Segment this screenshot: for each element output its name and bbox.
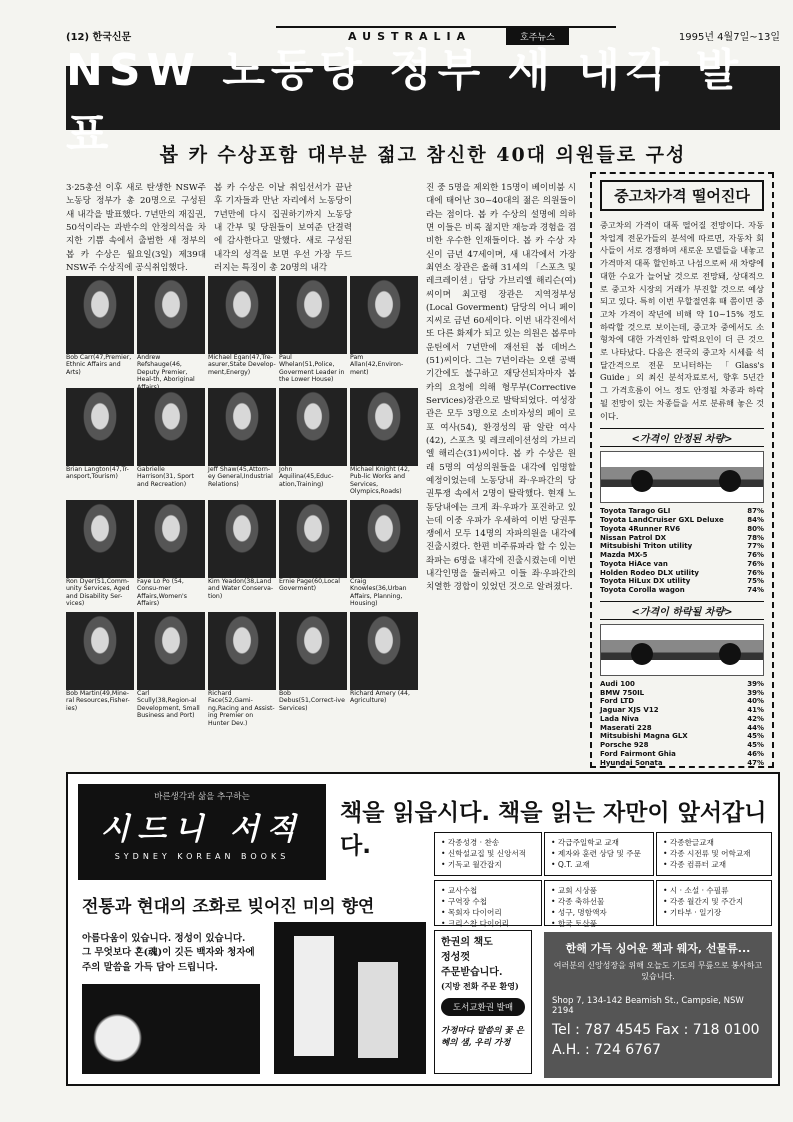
car-name: Toyota HiLux DX utility	[600, 577, 691, 586]
portrait-photo	[137, 612, 205, 690]
subheadline: 봅 카 수상포함 대부분 젊고 참신한 40대 의원들로 구성	[159, 144, 687, 166]
minister-card	[66, 612, 134, 722]
headline: NSW 노동당 정부 새 내각 발표	[66, 45, 745, 160]
car-pct: 74%	[747, 586, 764, 594]
ad-intro-line: 아름다움이 있습니다. 정성이 있습니다.	[82, 933, 246, 944]
ceramics-photo	[82, 984, 260, 1074]
minister-card	[350, 388, 418, 498]
car-name: Toyota 4Runner RV6	[600, 524, 681, 533]
order-line: 정성껏	[441, 952, 470, 963]
minister-card	[66, 276, 134, 386]
minister-card	[66, 500, 134, 610]
portrait-photo	[208, 500, 276, 578]
photo-caption: Andrew Refshauge(46, Deputy Premier, Heal-th, Aboriginal	[137, 354, 195, 384]
minister-card	[66, 388, 134, 498]
car-pct: 78%	[747, 533, 764, 542]
category-item: • 각종성경 · 찬송	[441, 837, 535, 848]
car-pct: 77%	[747, 542, 764, 551]
photo-caption: Richard Amery (44, Agriculture)	[350, 690, 410, 705]
category-item: • 신학설교집 및 신앙서적	[441, 848, 535, 859]
car-row	[600, 569, 764, 578]
photo-caption: Michael Knight (42, Pub-lic Works and Services, Olympics,Roads)	[350, 466, 410, 496]
minister-card	[137, 276, 205, 386]
car-name: Hyundai Sonata	[600, 758, 663, 767]
photo-caption: Craig Knowles(36,Urban Affairs, Planning, Housing)	[350, 578, 407, 608]
car-pct: 46%	[747, 749, 764, 758]
car-name: Mitsubishi Triton utility	[600, 542, 693, 551]
minister-card	[350, 612, 418, 722]
bookstore-logo	[78, 784, 326, 880]
order-box	[434, 930, 532, 1074]
car-name: Porsche 928	[600, 741, 649, 749]
article-column-2: 봅 카 수상은 이날 취임선서가 끝난 후 기자들과 만난 자리에서 노동당이 7년만에 다시 집권하기까지 노동당내 간부 및 당원들이 보여준 단결력에 감사한다고 말했다. 새로 구성된 내각의 성격을 보면 우선 가장 두드러지는 특징이 총 20명의 내각	[214, 183, 352, 273]
stable-cars-list	[600, 507, 764, 595]
photo-caption: John Aquilina(45,Educ-ation,Training)	[279, 466, 334, 488]
contact-subtext: 여러분의 신앙성장을 위해 오늘도 기도의 무릎으로 봉사하고 있습니다.	[553, 961, 763, 982]
ad-title: 전통과 현대의 조화로 빚어진 미의 향연	[82, 897, 375, 917]
category-item: • 성구, 명함액자	[551, 907, 647, 918]
car-name: Nissan Patrol DX	[600, 533, 667, 542]
minister-card	[208, 388, 276, 498]
category-item: • 각종 축하선물	[551, 896, 647, 907]
photo-caption: Kim Yeadon(38,Land and Water Conserva-tion)	[208, 578, 274, 600]
photo-caption: Richard Face(52,Gami-ng,Racing and Assist-ing Premier on Hunter Dev.)	[208, 690, 275, 727]
car-row	[600, 560, 764, 569]
brand-name: 시드니 서적	[100, 812, 304, 847]
portrait-photo	[350, 388, 418, 466]
photo-caption: Carl Scully(38,Region-al Development, Small Business and Port)	[137, 690, 200, 720]
minister-card	[279, 612, 347, 722]
car-name: Ford Fairmont Ghia	[600, 749, 676, 758]
order-lines	[441, 935, 525, 992]
photo-caption: Paul Whelan(51,Police, Goverment Leader in the Lower House)	[279, 354, 345, 384]
article-column-1: 3·25총선 이후 새로 탄생한 NSW주 노동당 정부가 총 20명으로 구성된 새 내각을 발표했다. 7년만의 재집권, 50석이라는 과반수의 안정의석을 차지한 기쁨 속에서 출범한 새 정부의 봅 카 수상은 월요일(3일) 제39대 NSW주 수상직에 공식취임했다.	[66, 183, 206, 273]
category-item: • 각종한글교재	[663, 837, 765, 848]
photo-caption: Gabrielle Harrison(31, Sport and Recreation)	[137, 466, 194, 488]
photo-caption: Ernie Page(60,Local Goverment)	[279, 578, 341, 593]
contact-headline: 한해 가득 싱어운 책과 웨자, 선물류...	[565, 942, 751, 955]
category-box	[434, 832, 542, 876]
minister-card	[208, 276, 276, 386]
category-item: • 한국 토산품	[551, 918, 647, 929]
car-row	[600, 586, 764, 595]
car-photo	[600, 624, 764, 676]
category-item: • 각종 월간지 및 주간지	[663, 896, 765, 907]
minister-card	[137, 388, 205, 498]
car-row	[600, 534, 764, 543]
category-box	[544, 880, 654, 926]
category-item: • 기독교 월간잡지	[441, 859, 535, 870]
order-line: 주문받습니다.	[441, 967, 503, 978]
scroll-photo	[274, 922, 426, 1074]
car-pct: 45%	[747, 732, 764, 741]
page-number: (12) 한국신문	[66, 32, 132, 43]
category-item: • 크리스찬 다이어리	[441, 918, 535, 929]
order-line: (지방 전화 주문 환영)	[441, 981, 519, 991]
portrait-photo	[208, 388, 276, 466]
photo-caption: Faye Lo Po (54, Consu-mer Affairs,Women's Affairs)	[137, 578, 187, 608]
car-pct: 80%	[747, 524, 764, 533]
sidebar-body: 중고차의 가격이 대폭 떨어질 전망이다. 자동차업계 전문가들의 분석에 따르면, 자동차 회사들이 서로 경쟁하며 새로운 모델들을 내놓고 가격마저 대폭 할인하고 나섬으로써 새 차량에 대한 수요가 늘어날 것으로 전망돼, 상대적으로 중고차 시장의 거래가 부진할 것으로 예상되고 있다. 특히 이번 무할절연휴 때 쯤이면 중고차 가격이 작년에 비해 약 10~15% 정도 하락할 것으로 보이는데, 중고차 중에서도 소형차에 대한 가격인하 압력요인이 더 큰 것으로 나타났다. 다음은 전국의 중고차 시세를 석달간격으로 전문 모니터하는 「Glass's Guide」의 최신 분석자료로서, 향후 5년간 그 가격흐름이 어느 정도 안정될 차종과 하락될 전망이 있는 차종들을 서로 분류해 놓은 것이다.	[600, 220, 764, 421]
minister-card	[350, 500, 418, 610]
car-name: Toyota HiAce van	[600, 559, 668, 568]
category-item: • 교사수첩	[441, 885, 535, 896]
minister-card	[279, 276, 347, 386]
portrait-photo	[137, 500, 205, 578]
minister-card	[137, 612, 205, 722]
article-column-3: 진 중 5명을 제외한 15명이 베이비붐 시대에 태어난 30~40대의 젊은 의원들이라는 점이다. 봅 카 수상의 설명에 의하면 이들은 비록 젊지만 재능과 경험을 겸비한 우수한 인재들이다. 봅 카 수상 자신이 금년 47세이며, 새 내각에서 가장 최연소 장관은 올해 31세의 「스포츠 및 레크레이션」담당 가브리엘 해리슨(여)씨이며 최고령 장관은 지역정부성 (Local Goverment) 담당의 어니 페이지씨로 금년 60세이다. 이번 내각진에서 또 다른 화제가 되고 있는 의원은 봅루마운틴에서 7년만에 재선된 봅 데버스(51)씨이다. 그는 7년이라는 오랜 공백기간에도 불구하고 재당선되자마자 봅 카의 요청에 의해 형무부(Corrective Services)장관으로 발탁되었다. 여성장관은 모두 3명으로 소비자성의 페이 로 포 여사(54), 환경성의 팜 알란 여사(42), 스포츠 및 레크레이션성의 가브리엘 해리슨(31)씨이다. 봅 카 수상은 원래 5명의 여성의원들을 내각에 임명할 예정이었는데 노동당내 좌·우파간의 당권투쟁 속에서 2명이 탈락했다. 현재 노동당내에는 크게 좌·우파가 포진하고 있는데 이중 우파가 우세하여 이번 당권투쟁에서 모두 14명의 자파의원을 내각에 진출시켰다. 한편 비주류파라 할 수 있는 좌파는 6명을 내각에 진출시켰는데 이번 내각인명을 둘러싸고 이들 좌·우파간의 치열한 경합이 있었던 것으로 알려졌다.	[426, 183, 576, 593]
sidebar-title: 중고차가격 떨어진다	[600, 180, 764, 211]
car-row	[600, 715, 764, 724]
category-item: • 각종 시전류 및 어학교재	[663, 848, 765, 859]
portrait-photo	[66, 276, 134, 354]
car-row	[600, 507, 764, 516]
car-row	[600, 525, 764, 534]
section-label: AUSTRALIA	[348, 30, 472, 43]
car-pct: 45%	[747, 741, 764, 749]
portrait-photo	[137, 388, 205, 466]
ad-tagline: 바른생각과 삶을 추구하는	[154, 792, 250, 802]
car-name: Toyota Tarago GLI	[600, 507, 671, 516]
car-row	[600, 680, 764, 689]
car-row	[600, 689, 764, 698]
car-name: Holden Rodeo DLX utility	[600, 568, 699, 577]
category-item: • 기타부 · 일기장	[663, 907, 765, 918]
car-pct: 39%	[747, 688, 764, 697]
photo-row	[66, 388, 418, 498]
car-name: Ford LTD	[600, 697, 635, 706]
car-name: Toyota Corolla wagon	[600, 586, 685, 594]
photo-caption: Bob Martin(49,Mine-ral Resources,Fisher-ies)	[66, 690, 130, 712]
car-row	[600, 516, 764, 525]
category-item: • 시 · 소설 · 수필류	[663, 885, 765, 896]
car-row	[600, 542, 764, 551]
section-label-ko: 호주뉴스	[506, 28, 569, 45]
ad-intro-line: 그 무엇보다 혼(魂)이 깃든 백자와 청자에	[82, 947, 255, 959]
gift-voucher-badge: 도서교환권 발매	[441, 998, 525, 1016]
category-item: • 제자와 훈련 상담 및 주문	[551, 848, 647, 859]
photo-caption: Jeff Shaw(45,Attorn-ey General,Industrial Relations)	[208, 466, 273, 488]
bookstore-ad	[66, 772, 780, 1086]
category-item: • Q.T. 교재	[551, 859, 647, 870]
car-pct: 76%	[747, 568, 764, 577]
photo-row	[66, 276, 418, 386]
car-pct: 76%	[747, 559, 764, 568]
car-pct: 87%	[747, 507, 764, 516]
photo-caption: Bob Carr(47,Premier, Ethnic Affairs and Arts)	[66, 354, 132, 376]
category-box	[434, 880, 542, 926]
car-pct: 42%	[747, 714, 764, 723]
car-name: Toyota LandCruiser GXL Deluxe	[600, 516, 724, 524]
portrait-photo	[137, 276, 205, 354]
portrait-photo	[66, 500, 134, 578]
portrait-photo	[279, 612, 347, 690]
category-item: • 각종 컴퓨터 교재	[663, 859, 765, 870]
car-name: BMW 750IL	[600, 688, 645, 697]
car-pct: 41%	[747, 706, 764, 714]
store-phone: Tel : 787 4545 Fax : 718 0100	[552, 1022, 760, 1039]
portrait-photo	[208, 276, 276, 354]
minister-card	[208, 612, 276, 727]
car-row	[600, 724, 764, 733]
photo-row	[66, 500, 418, 610]
used-car-sidebar	[590, 172, 774, 768]
minister-card	[279, 388, 347, 498]
brand-name-en: SYDNEY KOREAN BOOKS	[114, 852, 290, 861]
category-box	[544, 832, 654, 876]
car-name: Mazda MX-5	[600, 551, 648, 559]
category-item: • 교회 시상품	[551, 885, 647, 896]
portrait-photo	[350, 276, 418, 354]
car-row	[600, 759, 764, 768]
order-tagline: 가정마다 말씀의 꽃 은혜의 샘, 우리 가정	[441, 1026, 524, 1048]
portrait-photo	[208, 612, 276, 690]
car-row	[600, 551, 764, 560]
car-pct: 84%	[747, 516, 764, 524]
photo-caption: Michael Egan(47,Tre-asurer,State Develop-ment,Energy)	[208, 354, 276, 376]
category-box	[656, 832, 772, 876]
minister-card	[350, 276, 418, 386]
category-item: • 목회자 다이어리	[441, 907, 535, 918]
car-pct: 39%	[747, 679, 764, 688]
falling-cars-list	[600, 680, 764, 768]
ad-slogan: 책을 읽읍시다. 책을 읽는 자만이 앞서갑니다.	[340, 800, 767, 859]
photo-caption: Bob Debus(51,Correct-ive Services)	[279, 690, 345, 712]
car-row	[600, 741, 764, 750]
car-name: Maserati 228	[600, 723, 652, 732]
ad-intro-line: 주의 말씀을 가득 담아 드립니다.	[82, 961, 218, 973]
car-name: Audi 100	[600, 679, 635, 688]
car-row	[600, 732, 764, 741]
car-row	[600, 697, 764, 706]
category-item: • 각급주일학교 교재	[551, 837, 647, 848]
minister-card	[208, 500, 276, 610]
car-row	[600, 577, 764, 586]
photo-caption: Brian Langton(47,Tr-ansport,Tourism)	[66, 466, 129, 481]
minister-card	[279, 500, 347, 610]
portrait-photo	[279, 276, 347, 354]
minister-card	[137, 500, 205, 610]
car-name: Jaguar XJS V12	[600, 706, 659, 714]
photo-caption: Pam Allan(42,Environ-ment)	[350, 354, 404, 376]
car-name: Lada Niva	[600, 714, 639, 723]
car-pct: 47%	[747, 758, 764, 767]
store-address: Shop 7, 134-142 Beamish St., Campsie, NSW 2194	[552, 996, 744, 1017]
category-box	[656, 880, 772, 926]
car-row	[600, 750, 764, 759]
photo-row	[66, 612, 418, 727]
contact-box	[544, 932, 772, 1078]
stable-cars-label: <가격이 안정된 차량>	[600, 428, 764, 447]
car-row	[600, 706, 764, 715]
car-pct: 44%	[747, 723, 764, 732]
portrait-photo	[66, 612, 134, 690]
portrait-photo	[66, 388, 134, 466]
car-pct: 75%	[747, 577, 764, 586]
car-pct: 40%	[747, 697, 764, 706]
after-hours-phone: A.H. : 724 6767	[552, 1042, 661, 1059]
issue-date: 1995년 4월7일~13일	[678, 32, 780, 43]
portrait-photo	[279, 500, 347, 578]
car-name: Mitsubishi Magna GLX	[600, 732, 688, 741]
car-photo	[600, 451, 764, 503]
cabinet-photo-grid	[66, 276, 418, 727]
portrait-photo	[279, 388, 347, 466]
order-line: 한권의 책도	[441, 937, 493, 948]
ad-intro	[82, 932, 255, 975]
car-pct: 76%	[747, 551, 764, 559]
photo-caption: Ron Dyer(51,Comm-unity Services, Aged and Disability Ser-vices)	[66, 578, 130, 608]
portrait-photo	[350, 612, 418, 690]
category-item: • 구역장 수첩	[441, 896, 535, 907]
portrait-photo	[350, 500, 418, 578]
falling-cars-label: <가격이 하락될 차량>	[600, 601, 764, 620]
